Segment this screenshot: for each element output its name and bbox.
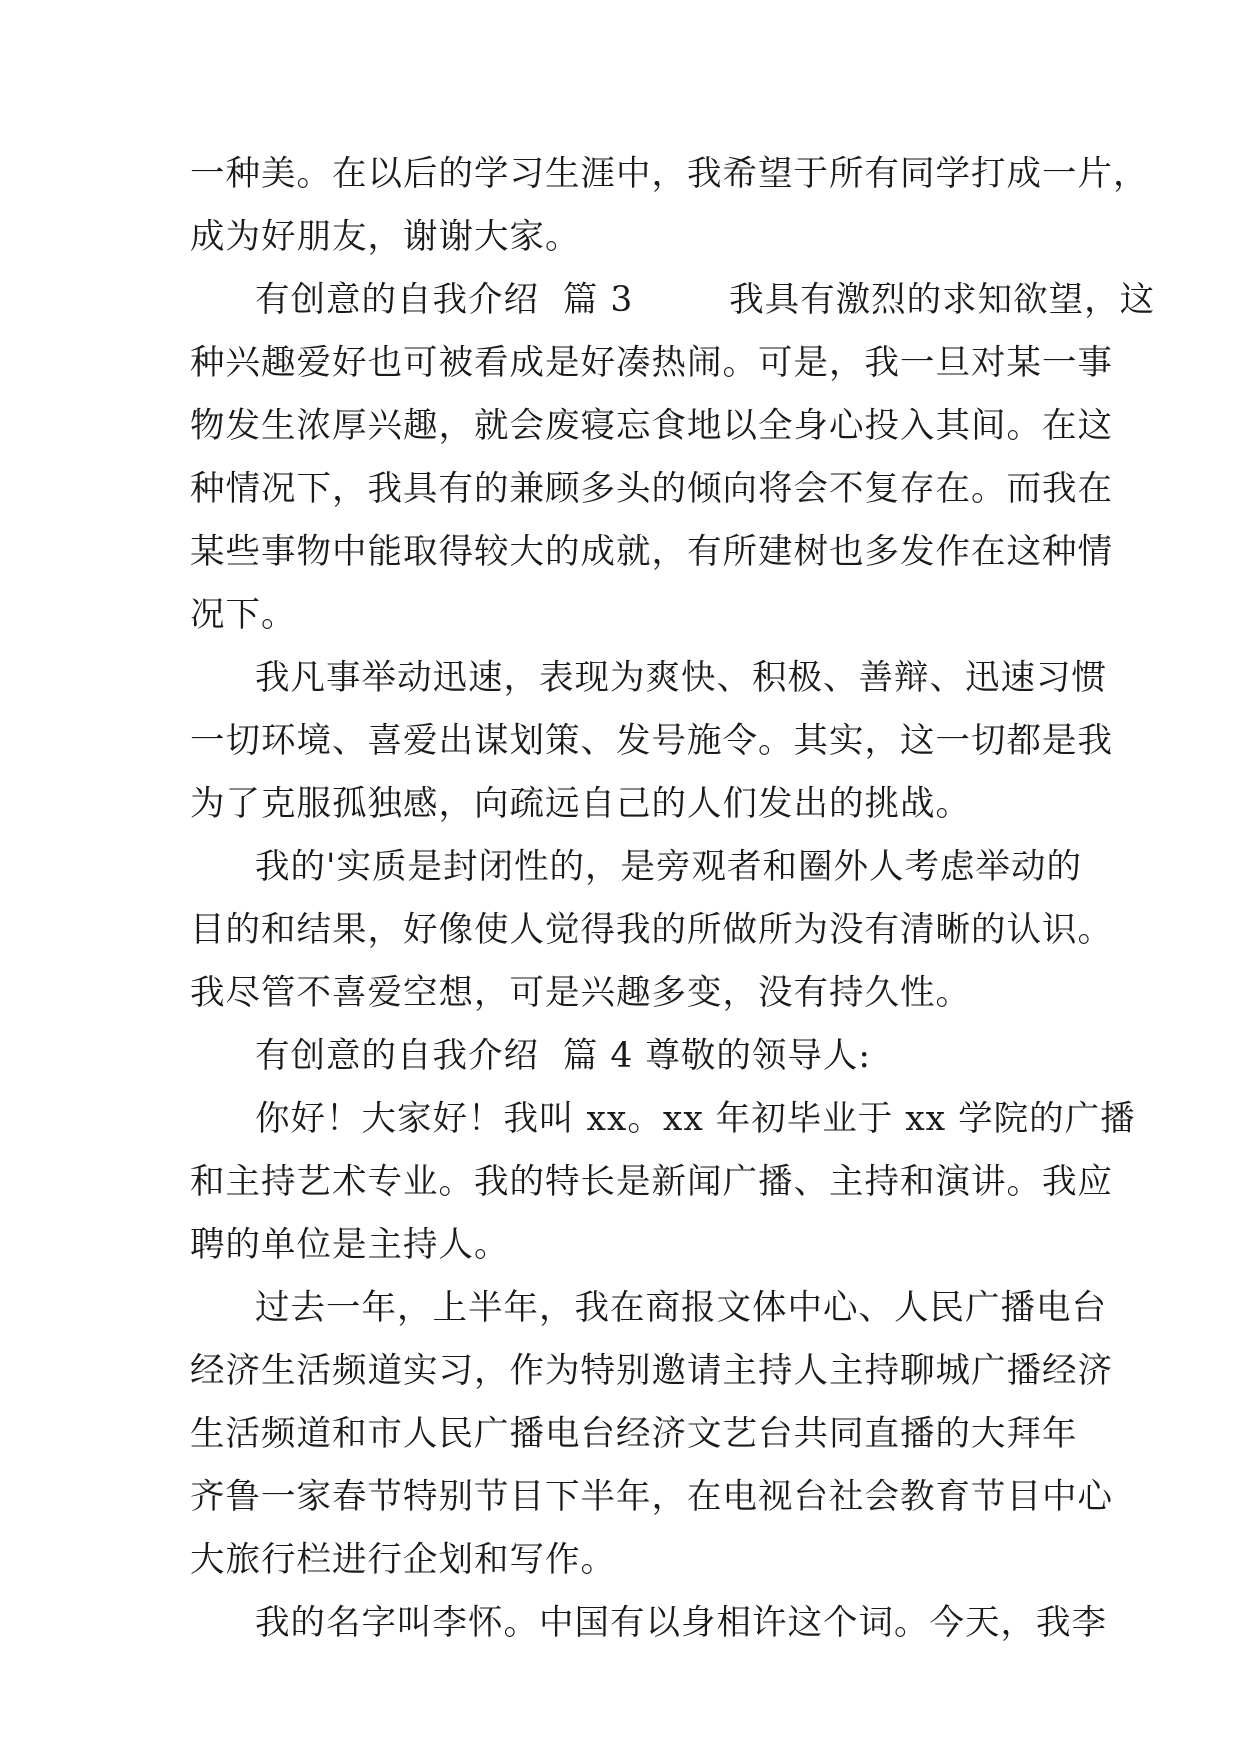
text-line: 我凡事举动迅速，表现为爽快、积极、善辩、迅速习惯 xyxy=(255,658,1107,698)
text-line: 况下。 xyxy=(190,595,297,635)
text-line: 一切环境、喜爱出谋划策、发号施令。其实，这一切都是我 xyxy=(190,721,1113,761)
body-text xyxy=(190,143,1156,1655)
text-line: 大旅行栏进行企划和写作。 xyxy=(190,1540,616,1580)
text-line: 目的和结果，好像使人觉得我的所做所为没有清晰的认识。 xyxy=(190,910,1113,950)
text-line: 我尽管不喜爱空想，可是兴趣多变，没有持久性。 xyxy=(190,973,971,1013)
text-line: 我的名字叫李怀。中国有以身相许这个词。今天，我李 xyxy=(255,1603,1107,1643)
section-heading-line: 有创意的自我介绍 篇 4 尊敬的领导人: xyxy=(255,1036,871,1076)
text-line: 和主持艺术专业。我的特长是新闻广播、主持和演讲。我应 xyxy=(190,1162,1113,1202)
text-line: 经济生活频道实习，作为特别邀请主持人主持聊城广播经济 xyxy=(190,1351,1113,1391)
text-line: 物发生浓厚兴趣，就会废寝忘食地以全身心投入其间。在这 xyxy=(190,406,1113,446)
text-line: 生活频道和市人民广播电台经济文艺台共同直播的大拜年 xyxy=(190,1414,1078,1454)
text-line: 齐鲁一家春节特别节目下半年，在电视台社会教育节目中心 xyxy=(190,1477,1113,1517)
text-line: 种兴趣爱好也可被看成是好凑热闹。可是，我一旦对某一事 xyxy=(190,343,1113,383)
text-line: 你好！大家好！我叫 xx。xx 年初毕业于 xx 学院的广播 xyxy=(255,1099,1136,1139)
text-line: 聘的单位是主持人。 xyxy=(190,1225,510,1265)
text-line: 为了克服孤独感，向疏远自己的人们发出的挑战。 xyxy=(190,784,971,824)
text-line: 成为好朋友，谢谢大家。 xyxy=(190,217,581,257)
text-line: 我的'实质是封闭性的，是旁观者和圈外人考虑举动的 xyxy=(255,847,1082,887)
text-line: 某些事物中能取得较大的成就，有所建树也多发作在这种情 xyxy=(190,532,1113,572)
text-line: 种情况下，我具有的兼顾多头的倾向将会不复存在。而我在 xyxy=(190,469,1113,509)
text-line: 过去一年，上半年，我在商报文体中心、人民广播电台 xyxy=(255,1288,1107,1328)
section-heading-line: 有创意的自我介绍 篇 3 我具有激烈的求知欲望，这 xyxy=(255,280,1156,320)
text-line: 一种美。在以后的学习生涯中，我希望于所有同学打成一片， xyxy=(190,154,1149,194)
